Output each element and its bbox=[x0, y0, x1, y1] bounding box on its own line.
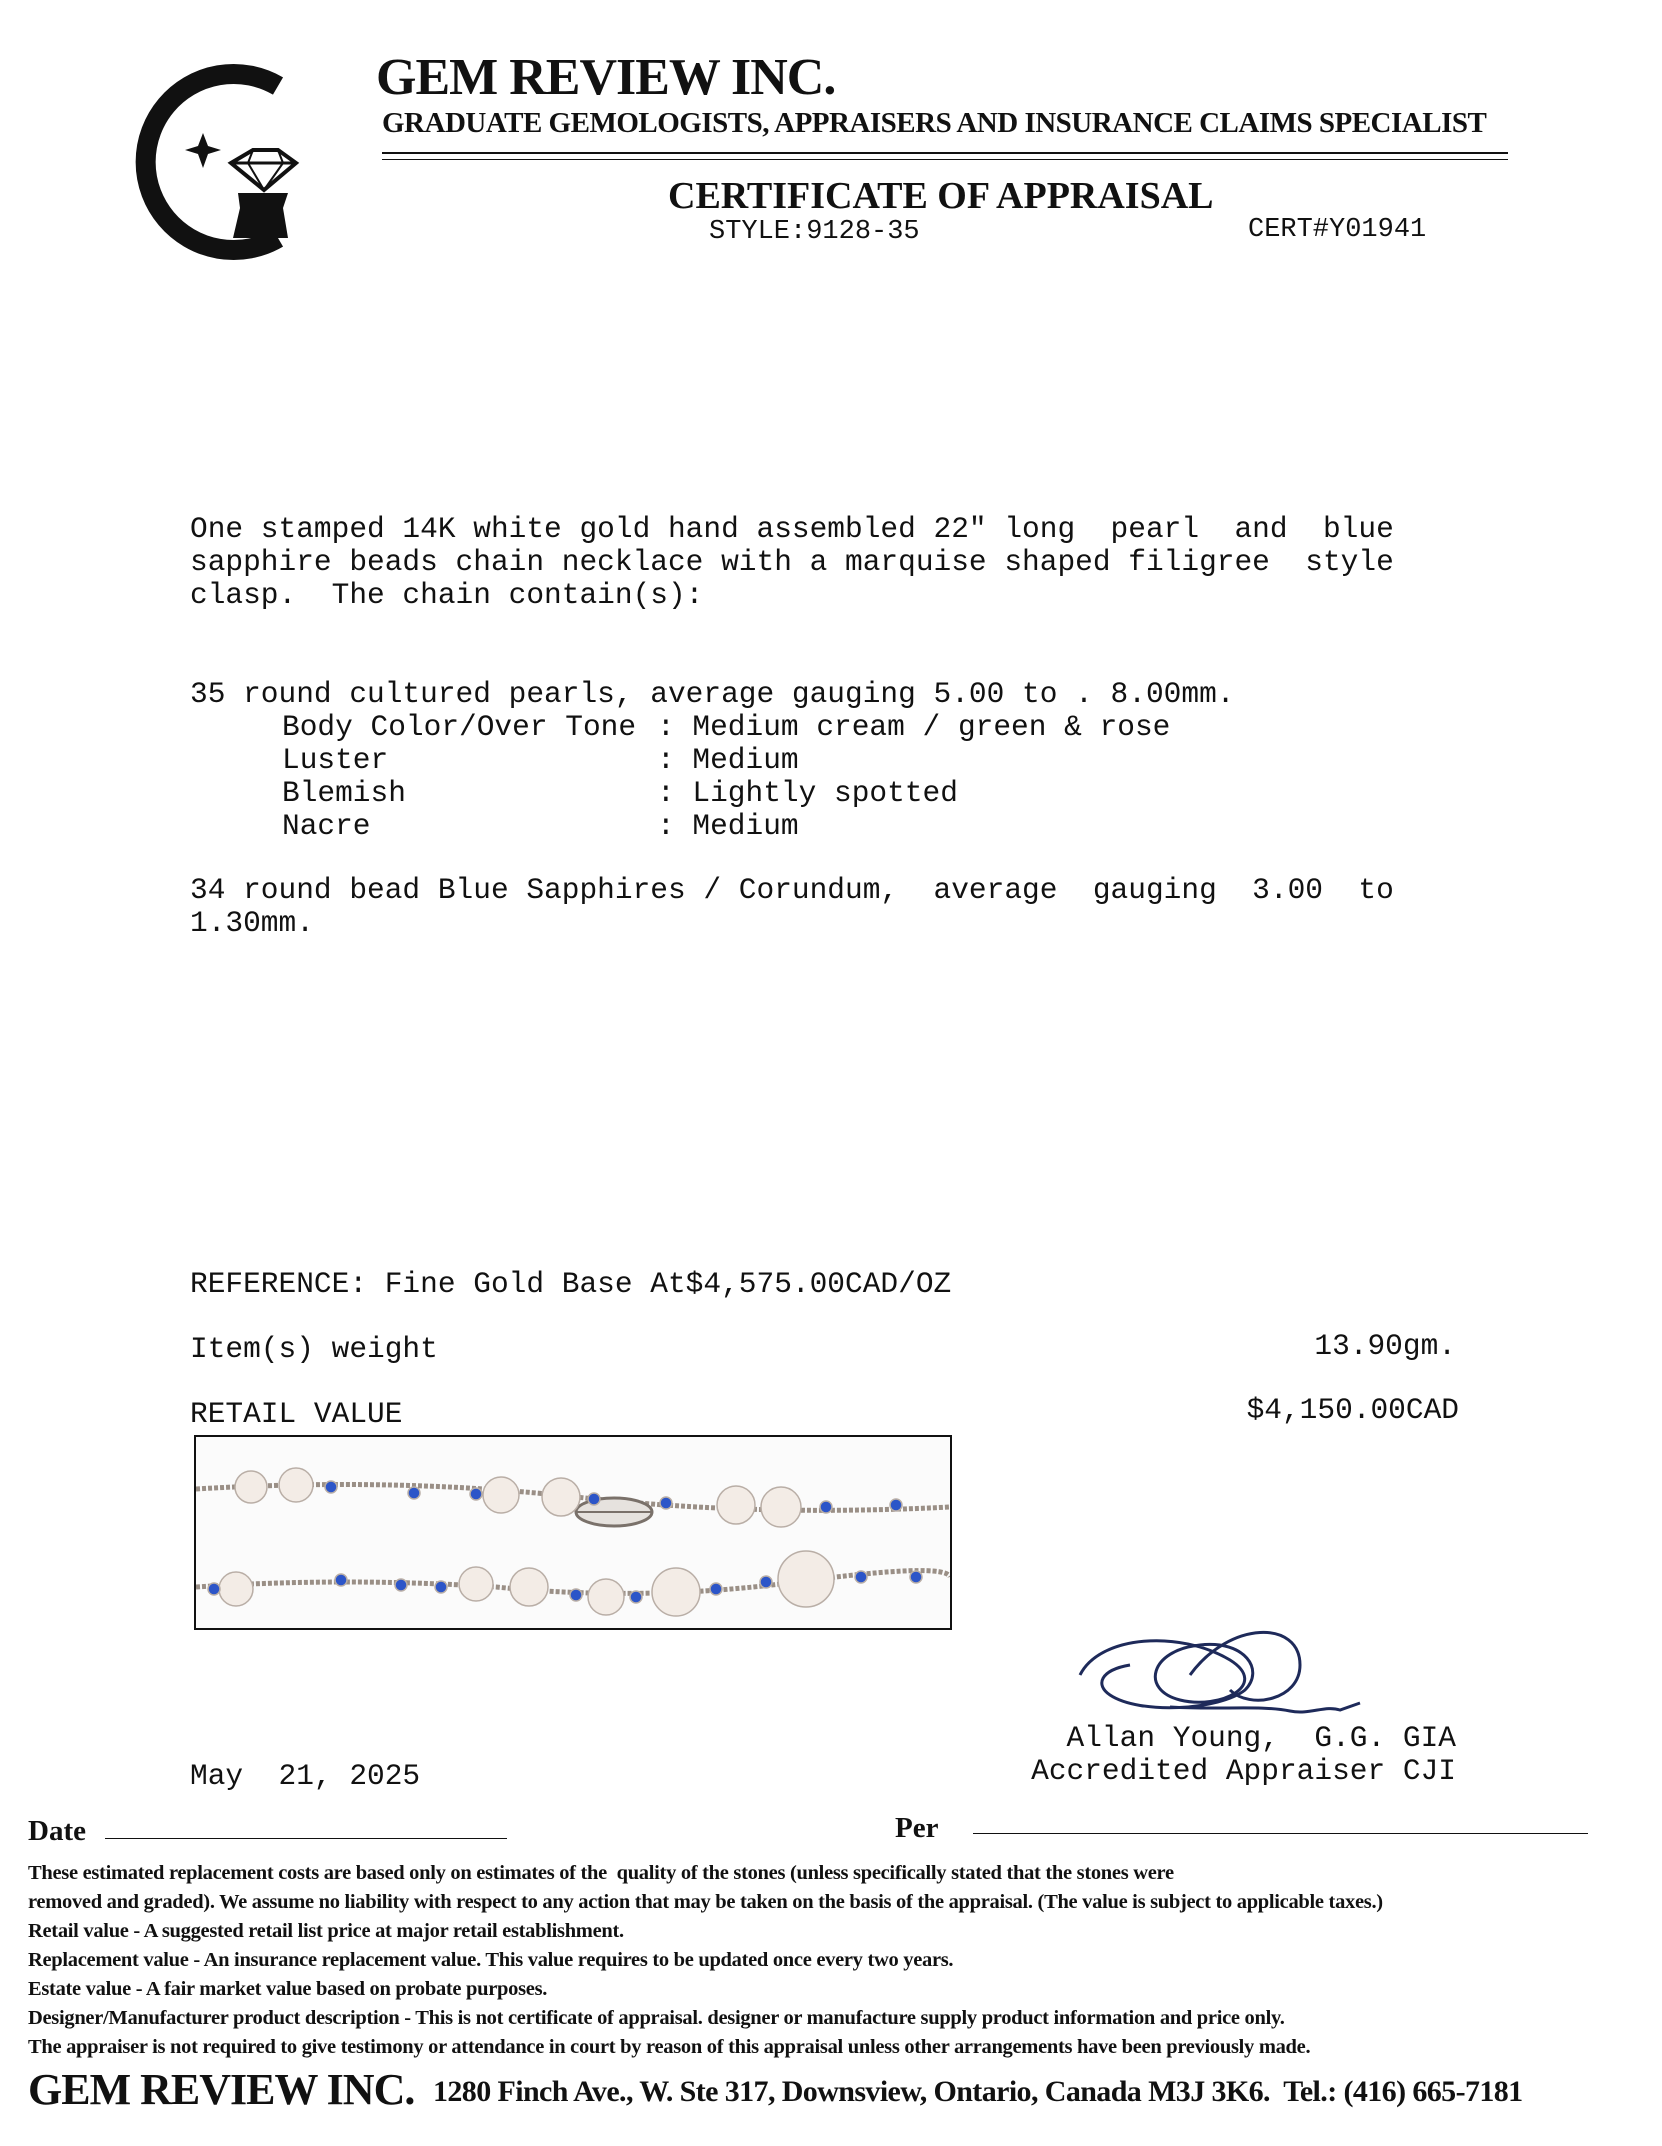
sapphire-bead bbox=[660, 1497, 672, 1509]
appraiser-credential: Accredited Appraiser CJI bbox=[1031, 1754, 1456, 1788]
sapphire-bead bbox=[630, 1591, 642, 1603]
pearl-bead bbox=[459, 1567, 493, 1601]
per-label: Per bbox=[895, 1812, 939, 1844]
sapphire-bead bbox=[760, 1576, 772, 1588]
disclaimer-line: removed and graded). We assume no liability with respect to any action that may be taken on the basis of the appraisal. (The value is subject to applicable taxes.) bbox=[28, 1891, 1383, 1913]
pearl-bead bbox=[717, 1486, 755, 1524]
pearl-bead bbox=[542, 1478, 580, 1516]
footer-company-name: GEM REVIEW INC. bbox=[28, 2065, 415, 2114]
pearl-bead bbox=[761, 1487, 801, 1527]
header-rule bbox=[382, 159, 1508, 160]
sapphire-bead bbox=[208, 1583, 220, 1595]
appraiser-name: Allan Young, G.G. GIA bbox=[1066, 1721, 1456, 1755]
per-signature-line bbox=[973, 1833, 1588, 1834]
retail-label: RETAIL VALUE bbox=[190, 1397, 403, 1431]
pearl-bead bbox=[483, 1477, 519, 1513]
pearl-bead bbox=[588, 1579, 624, 1615]
sapphire-bead bbox=[820, 1501, 832, 1513]
date-label: Date bbox=[28, 1815, 86, 1847]
clasp-icon bbox=[576, 1498, 652, 1526]
appraiser-signature bbox=[1070, 1615, 1390, 1725]
sapphire-bead bbox=[470, 1488, 482, 1500]
gold-reference: REFERENCE: Fine Gold Base At$4,575.00CAD/OZ bbox=[190, 1267, 952, 1301]
footer-address: 1280 Finch Ave., W. Ste 317, Downsview, Ontario, Canada M3J 3K6. Tel.: (416) 665-7181 bbox=[433, 2075, 1523, 2108]
sapphire-bead bbox=[710, 1583, 722, 1595]
attribute-value: : Medium cream / green & rose bbox=[657, 710, 1171, 744]
disclaimer-line: Estate value - A fair market value based on probate purposes. bbox=[28, 1978, 548, 2000]
disclaimer-line: The appraiser is not required to give testimony or attendance in court by reason of this appraisal unless other arrangements have been previously made. bbox=[28, 2036, 1311, 2058]
certificate-title: CERTIFICATE OF APPRAISAL bbox=[668, 175, 1214, 217]
attribute-value: : Lightly spotted bbox=[657, 776, 958, 810]
sapphire-bead bbox=[435, 1581, 447, 1593]
pearl-bead bbox=[219, 1572, 253, 1606]
appraisal-date: May 21, 2025 bbox=[190, 1759, 421, 1793]
company-name: GEM REVIEW INC. bbox=[376, 49, 836, 106]
retail-value: $4,150.00CAD bbox=[1246, 1393, 1459, 1427]
attribute-label: Luster bbox=[282, 743, 389, 777]
company-tagline: GRADUATE GEMOLOGISTS, APPRAISERS AND INSURANCE CLAIMS SPECIALIST bbox=[382, 107, 1487, 139]
gem-logo-icon bbox=[128, 58, 333, 263]
pearl-bead bbox=[778, 1551, 834, 1607]
disclaimer-line: Retail value - A suggested retail list price at major retail establishment. bbox=[28, 1920, 624, 1942]
sapphire-bead bbox=[408, 1487, 420, 1499]
attribute-value: : Medium bbox=[657, 743, 799, 777]
sapphire-bead bbox=[910, 1571, 922, 1583]
date-signature-line bbox=[105, 1838, 507, 1839]
pearl-bead bbox=[235, 1471, 267, 1503]
description-line: clasp. The chain contain(s): bbox=[190, 578, 704, 612]
sapphire-bead bbox=[335, 1574, 347, 1586]
weight-value: 13.90gm. bbox=[1314, 1329, 1456, 1363]
sapphire-bead bbox=[325, 1481, 337, 1493]
disclaimer-line: These estimated replacement costs are based only on estimates of the quality of the stones (unless specifically stated that the stones were bbox=[28, 1862, 1174, 1884]
attribute-label: Blemish bbox=[282, 776, 406, 810]
header-rule bbox=[382, 152, 1508, 154]
pearls-summary: 35 round cultured pearls, average gauging 5.00 to . 8.00mm. bbox=[190, 677, 1235, 711]
sapphire-bead bbox=[570, 1589, 582, 1601]
attribute-label: Body Color/Over Tone bbox=[282, 710, 637, 744]
disclaimer-line: Replacement value - An insurance replacement value. This value requires to be updated once every two years. bbox=[28, 1949, 954, 1971]
attribute-label: Nacre bbox=[282, 809, 371, 843]
pearl-bead bbox=[652, 1568, 700, 1616]
style-number: STYLE:9128-35 bbox=[709, 217, 920, 247]
pearl-bead bbox=[279, 1468, 313, 1502]
weight-label: Item(s) weight bbox=[190, 1332, 438, 1366]
description-line: One stamped 14K white gold hand assembled 22" long pearl and blue bbox=[190, 512, 1394, 546]
certificate-number: CERT#Y01941 bbox=[1248, 215, 1427, 245]
pearl-bead bbox=[510, 1568, 548, 1606]
necklace-photo bbox=[194, 1435, 952, 1630]
sapphire-bead bbox=[588, 1493, 600, 1505]
description-line: sapphire beads chain necklace with a marquise shaped filigree style bbox=[190, 545, 1394, 579]
attribute-value: : Medium bbox=[657, 809, 799, 843]
sapphire-bead bbox=[395, 1579, 407, 1591]
sapphires-line: 1.30mm. bbox=[190, 906, 314, 940]
sapphire-bead bbox=[890, 1499, 902, 1511]
sapphire-bead bbox=[855, 1571, 867, 1583]
sapphires-line: 34 round bead Blue Sapphires / Corundum, average gauging 3.00 to bbox=[190, 873, 1394, 907]
disclaimer-line: Designer/Manufacturer product description - This is not certificate of appraisal. designer or manufacture supply product information and price only. bbox=[28, 2007, 1285, 2029]
